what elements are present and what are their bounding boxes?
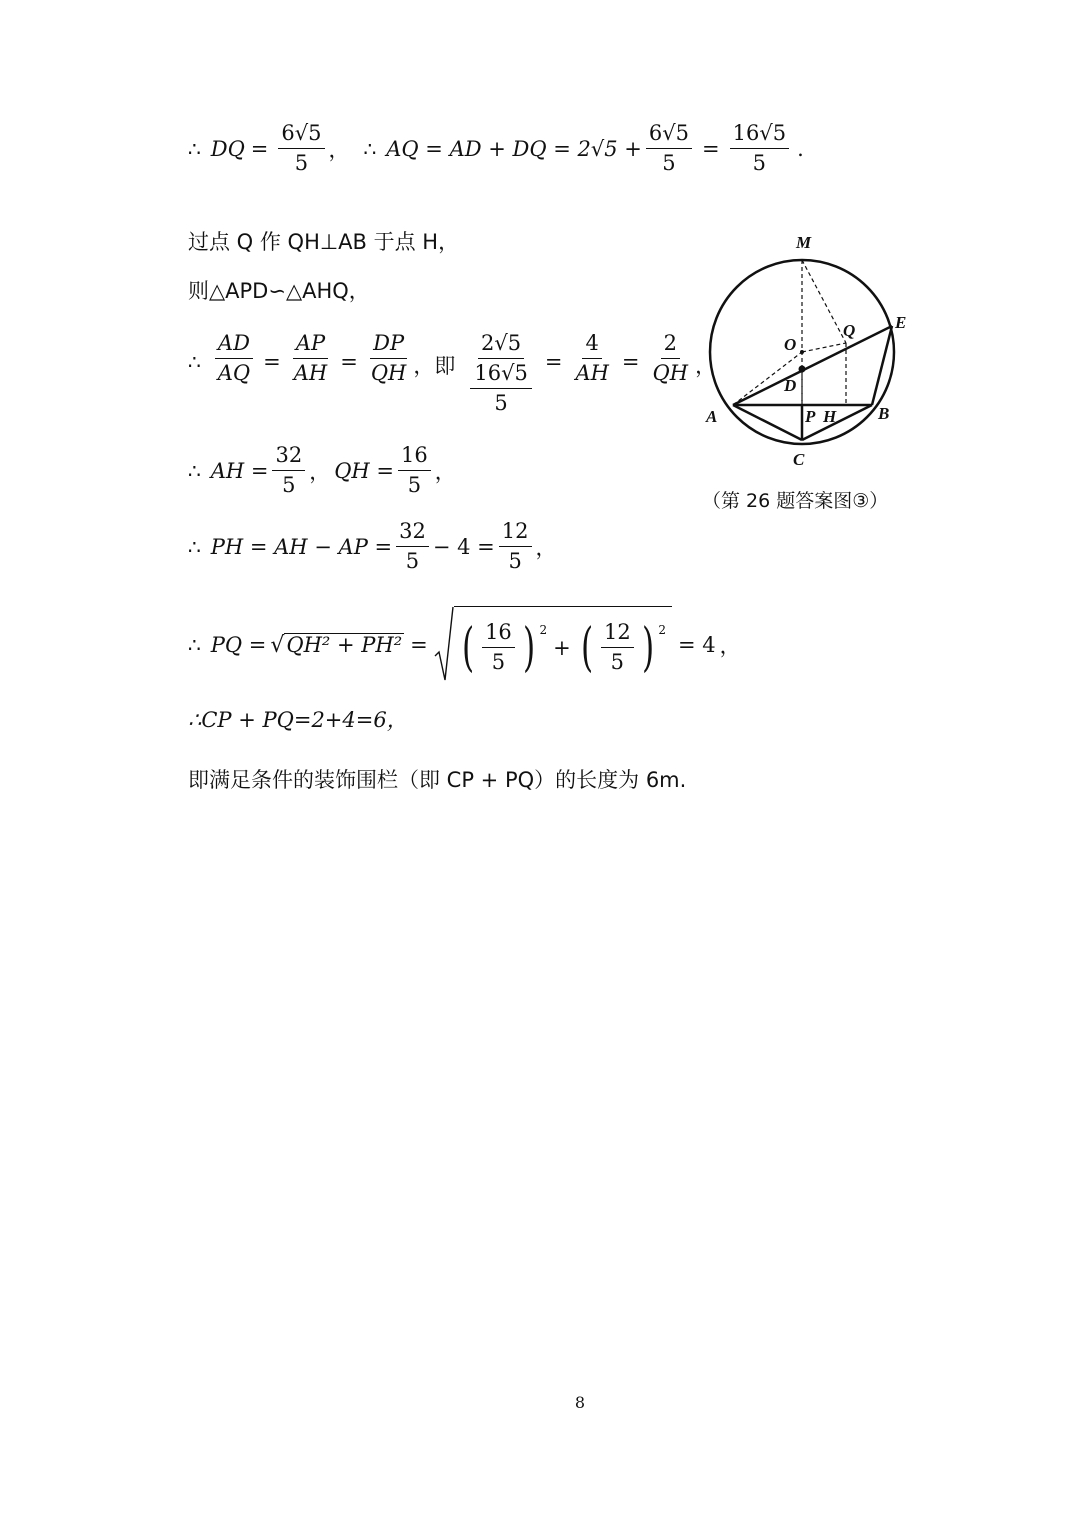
ah-term: AH = <box>210 458 269 483</box>
denominator: 5 <box>405 549 420 574</box>
equals-sign: = <box>621 350 640 374</box>
equals-sign: = <box>702 136 720 161</box>
equals-sign: = <box>250 136 269 161</box>
therefore-symbol: ∴ <box>188 633 201 657</box>
fraction <box>499 520 532 573</box>
numerator: 2√5 <box>478 332 524 359</box>
separator: ， <box>309 459 331 484</box>
denominator: 5 <box>662 151 676 176</box>
inner-numerator: 16√5 <box>470 362 531 389</box>
denominator: QH <box>652 361 689 386</box>
point-d <box>799 366 805 372</box>
aq-expression: AQ = AD + DQ = 2√5 + <box>386 136 642 161</box>
big-square-root <box>434 606 672 684</box>
therefore-symbol: ∴ <box>363 136 377 161</box>
label-q: Q <box>843 321 856 340</box>
label-h: H <box>823 407 837 426</box>
fraction <box>278 122 324 175</box>
therefore-symbol: ∴ <box>188 136 201 161</box>
equation-line-4 <box>188 332 716 415</box>
text-line-2: 过点 Q 作 QH⊥AB 于点 H， <box>188 230 460 254</box>
fraction <box>482 621 515 674</box>
numerator: 32 <box>272 444 305 471</box>
point-o <box>801 351 804 354</box>
complex-fraction <box>467 332 534 415</box>
exponent: 2 <box>539 622 548 637</box>
ji-connector: ，即 <box>413 354 456 378</box>
numerator: 16 <box>482 621 515 648</box>
numerator: 16 <box>398 444 431 471</box>
denominator: 5 <box>491 650 506 674</box>
numerator: DP <box>370 332 407 359</box>
comma: ， <box>695 354 717 378</box>
numerator: 12 <box>499 520 532 547</box>
denominator: 5 <box>752 151 767 176</box>
square-root <box>270 633 404 658</box>
denominator: AQ <box>217 361 251 386</box>
period: . <box>797 136 804 161</box>
ph-expression: PH = AH − AP = <box>210 534 393 559</box>
comma: ， <box>719 634 741 658</box>
equation-line-7 <box>188 606 741 684</box>
label-p: P <box>805 407 816 426</box>
comma: ， <box>434 459 456 484</box>
big-radical-sign <box>434 606 454 684</box>
denominator: 5 <box>610 650 625 674</box>
denominator: 5 <box>508 549 522 574</box>
fraction-2-qh <box>650 332 692 385</box>
big-radicand <box>454 606 672 684</box>
equation-line-6 <box>188 520 557 573</box>
fraction-ap-ah <box>291 332 330 385</box>
numerator: 6√5 <box>646 122 692 149</box>
denominator: QH <box>370 361 407 386</box>
numerator: 12 <box>601 621 634 648</box>
denominator: 5 <box>282 473 296 498</box>
fraction <box>601 621 634 674</box>
label-a: A <box>706 407 718 426</box>
separator: ， <box>328 137 350 162</box>
geometry-diagram <box>700 228 930 478</box>
label-d: D <box>784 376 797 395</box>
denominator: AH <box>293 361 328 386</box>
therefore-symbol: ∴ <box>188 458 201 483</box>
equation-line-5 <box>188 444 456 497</box>
diagram-shapes <box>710 260 894 444</box>
numerator: 32 <box>396 520 429 547</box>
numerator: 4 <box>582 332 601 359</box>
numerator: 2 <box>661 332 680 359</box>
equals-sign: = <box>263 350 281 374</box>
fraction-ad-aq <box>215 332 253 385</box>
label-o: O <box>784 335 797 354</box>
denominator <box>467 359 534 415</box>
equation-line-8: ∴CP + PQ=2+4=6， <box>188 708 408 732</box>
segment-ae <box>733 326 892 405</box>
label-e: E <box>895 313 907 332</box>
parenthesized-fraction: ( $\frac{12}{5}$ ) $^2$ <box>580 617 667 678</box>
equals-sign: = <box>544 350 563 374</box>
plus-sign: + <box>553 635 571 660</box>
equals-sign: = <box>410 633 428 657</box>
parenthesized-fraction: ( $\frac{16}{5}$ ) $^2$ <box>461 617 548 678</box>
therefore-symbol: ∴ <box>188 350 201 374</box>
conclusion-line: 即满足条件的装饰围栏（即 CP + PQ）的长度为 6m. <box>188 768 687 792</box>
radicand: QH² + PH² <box>286 633 403 658</box>
fraction <box>646 122 692 175</box>
fraction <box>730 122 789 175</box>
result: = 4 <box>678 633 716 657</box>
denominator: 5 <box>407 473 422 498</box>
inner-denominator: 5 <box>494 391 508 416</box>
numerator: AP <box>293 332 328 359</box>
denominator: AH <box>575 361 609 386</box>
figure-caption: （第 26 题答案图③） <box>702 490 889 512</box>
fraction <box>272 444 305 497</box>
minus-four: − 4 = <box>432 534 495 559</box>
dq-term: DQ <box>210 136 245 161</box>
segment-oq-dashed <box>802 343 846 352</box>
equals-sign: = <box>340 350 358 374</box>
denominator: 5 <box>294 151 309 176</box>
exponent: 2 <box>658 622 667 637</box>
fraction <box>396 520 429 573</box>
qh-term: QH = <box>334 458 395 483</box>
label-c: C <box>793 450 805 469</box>
radical-sign: √ <box>270 632 285 658</box>
fraction-4-ah <box>572 332 611 385</box>
text-line-3: 则△APD∽△AHQ， <box>188 279 370 303</box>
fraction-dp-qh <box>368 332 410 385</box>
numerator: AD <box>215 332 253 359</box>
label-b: B <box>878 404 890 423</box>
numerator: 16√5 <box>730 122 789 149</box>
segment-eb <box>872 326 892 405</box>
pq-term: PQ = <box>210 633 267 657</box>
numerator: 6√5 <box>278 122 324 149</box>
equation-line-1 <box>188 122 804 175</box>
fraction <box>398 444 431 497</box>
label-m: M <box>796 233 812 252</box>
comma: ， <box>535 535 557 560</box>
page-number: 8 <box>574 1393 586 1412</box>
segment-mq-dashed <box>802 260 846 343</box>
therefore-symbol: ∴ <box>188 534 201 559</box>
